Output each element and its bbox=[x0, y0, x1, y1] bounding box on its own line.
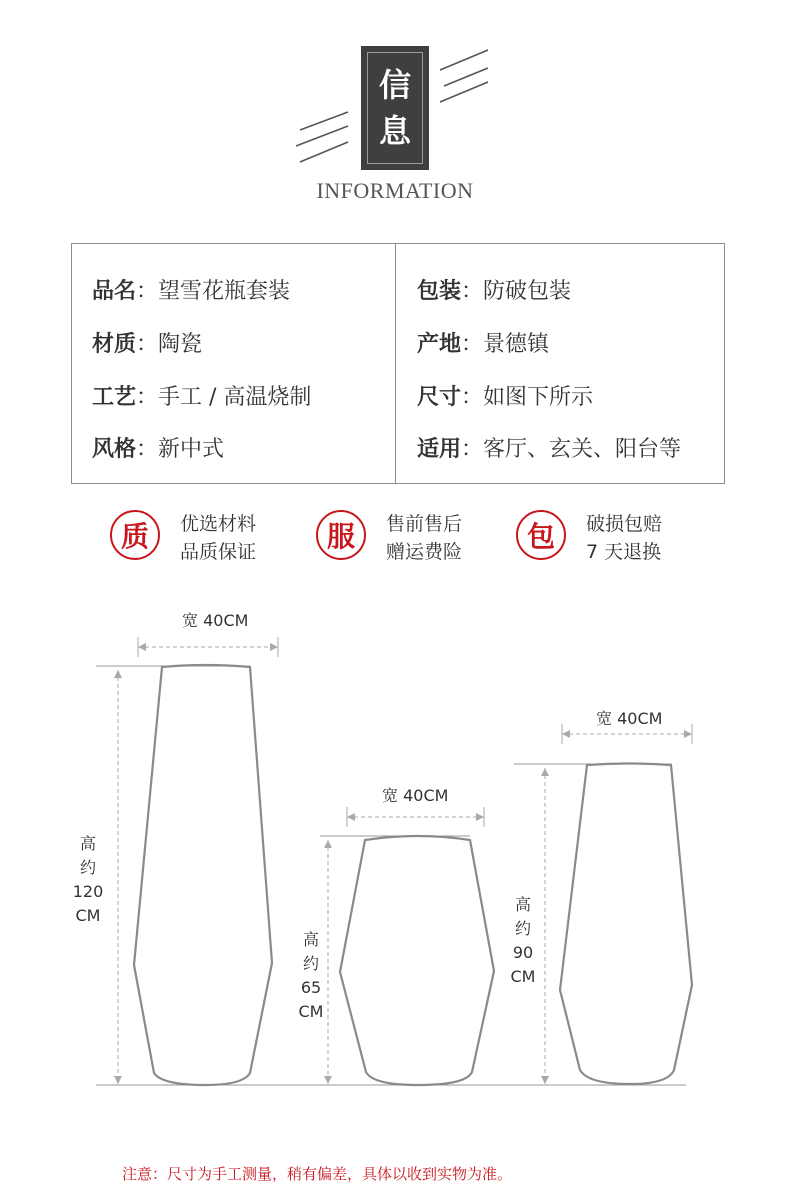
width-label-medium: 宽 40CM bbox=[596, 709, 663, 728]
spec-value: 望雪花瓶套装 bbox=[158, 279, 291, 304]
height-label-part: 高 bbox=[302, 930, 319, 949]
height-label-part: CM bbox=[510, 967, 536, 986]
spec-value: 陶瓷 bbox=[158, 332, 203, 357]
spec-key: 产地 bbox=[417, 332, 462, 357]
spec-value: 如图下所示 bbox=[483, 385, 594, 410]
service-seal-icon: 服 bbox=[316, 510, 366, 560]
badge-line-1: 优选材料 bbox=[180, 513, 257, 535]
spec-key: 包装 bbox=[417, 279, 462, 304]
vase-medium-outline bbox=[560, 764, 692, 1085]
height-label-part: 约 bbox=[514, 919, 531, 938]
header-title-char-2: 息 bbox=[378, 112, 411, 150]
height-label-part: 120 bbox=[72, 882, 104, 901]
arrow-head bbox=[541, 1076, 549, 1084]
badge-text bbox=[386, 510, 462, 566]
vase-small-outline bbox=[340, 836, 494, 1085]
badge-text bbox=[180, 510, 256, 566]
arrow-head bbox=[324, 840, 332, 848]
spec-value: 景德镇 bbox=[483, 332, 550, 357]
arrow-head bbox=[476, 813, 484, 821]
spec-row-origin bbox=[417, 327, 549, 358]
spec-sep: ： bbox=[461, 279, 484, 304]
spec-key: 适用 bbox=[417, 437, 462, 462]
height-label-medium bbox=[503, 893, 543, 989]
badge-line-2: 品质保证 bbox=[180, 541, 257, 563]
spec-row-size bbox=[417, 380, 593, 411]
height-label-part: 90 bbox=[512, 943, 534, 962]
spec-key: 工艺 bbox=[92, 385, 137, 410]
spec-value: 防破包装 bbox=[483, 279, 572, 304]
badge-line-1: 售前售后 bbox=[386, 513, 463, 535]
arrow-head bbox=[684, 730, 692, 738]
badge-line-2: 7 天退换 bbox=[586, 541, 662, 563]
height-label-part: CM bbox=[298, 1002, 324, 1021]
spec-sep: ： bbox=[136, 279, 159, 304]
spec-value: 手工 / 高温烧制 bbox=[158, 385, 312, 410]
height-label-part: CM bbox=[75, 906, 101, 925]
height-label-part: 高 bbox=[79, 834, 96, 853]
arrow-head bbox=[114, 670, 122, 678]
badge-line-1: 破损包赔 bbox=[586, 513, 663, 535]
spec-sep: ： bbox=[461, 385, 484, 410]
arrow-head bbox=[541, 768, 549, 776]
badge-text bbox=[586, 510, 662, 566]
arrow-head bbox=[324, 1076, 332, 1084]
spec-value: 新中式 bbox=[158, 437, 225, 462]
height-label-part: 65 bbox=[300, 978, 322, 997]
badge-line-2: 赠运费险 bbox=[386, 541, 463, 563]
spec-value: 客厅、玄关、阳台等 bbox=[483, 437, 682, 462]
vase-large-outline bbox=[134, 665, 272, 1085]
height-label-small bbox=[291, 928, 331, 1024]
measurement-note: 注意：尺寸为手工测量，稍有偏差，具体以收到实物为准。 bbox=[122, 1165, 513, 1183]
spec-row-style bbox=[92, 432, 224, 463]
spec-sep: ： bbox=[136, 437, 159, 462]
height-label-part: 高 bbox=[514, 895, 531, 914]
spec-table-divider bbox=[395, 244, 396, 483]
spec-row-craft bbox=[92, 380, 311, 411]
arrow-head bbox=[562, 730, 570, 738]
spec-sep: ： bbox=[136, 385, 159, 410]
spec-sep: ： bbox=[136, 332, 159, 357]
spec-sep: ： bbox=[461, 332, 484, 357]
spec-row-usage bbox=[417, 432, 681, 463]
header-subtitle: INFORMATION bbox=[316, 178, 474, 203]
spec-key: 材质 bbox=[92, 332, 137, 357]
header-title-char-1: 信 bbox=[378, 66, 411, 104]
arrow-head bbox=[270, 643, 278, 651]
spec-table bbox=[71, 243, 725, 484]
quality-seal-icon: 质 bbox=[110, 510, 160, 560]
spec-row-material bbox=[92, 327, 202, 358]
height-label-large bbox=[68, 832, 108, 928]
arrow-head bbox=[114, 1076, 122, 1084]
spec-sep: ： bbox=[461, 437, 484, 462]
guarantee-seal-icon: 包 bbox=[516, 510, 566, 560]
header-decorative-lines bbox=[0, 0, 790, 200]
spec-row-name bbox=[92, 274, 290, 305]
arrow-head bbox=[138, 643, 146, 651]
spec-row-packaging bbox=[417, 274, 571, 305]
arrow-head bbox=[347, 813, 355, 821]
spec-key: 品名 bbox=[92, 279, 137, 304]
spec-key: 尺寸 bbox=[417, 385, 462, 410]
width-label-large: 宽 40CM bbox=[182, 611, 249, 630]
height-label-part: 约 bbox=[302, 954, 319, 973]
width-label-small: 宽 40CM bbox=[382, 786, 449, 805]
vase-dimension-drawing bbox=[0, 590, 790, 1100]
spec-key: 风格 bbox=[92, 437, 137, 462]
height-label-part: 约 bbox=[79, 858, 96, 877]
